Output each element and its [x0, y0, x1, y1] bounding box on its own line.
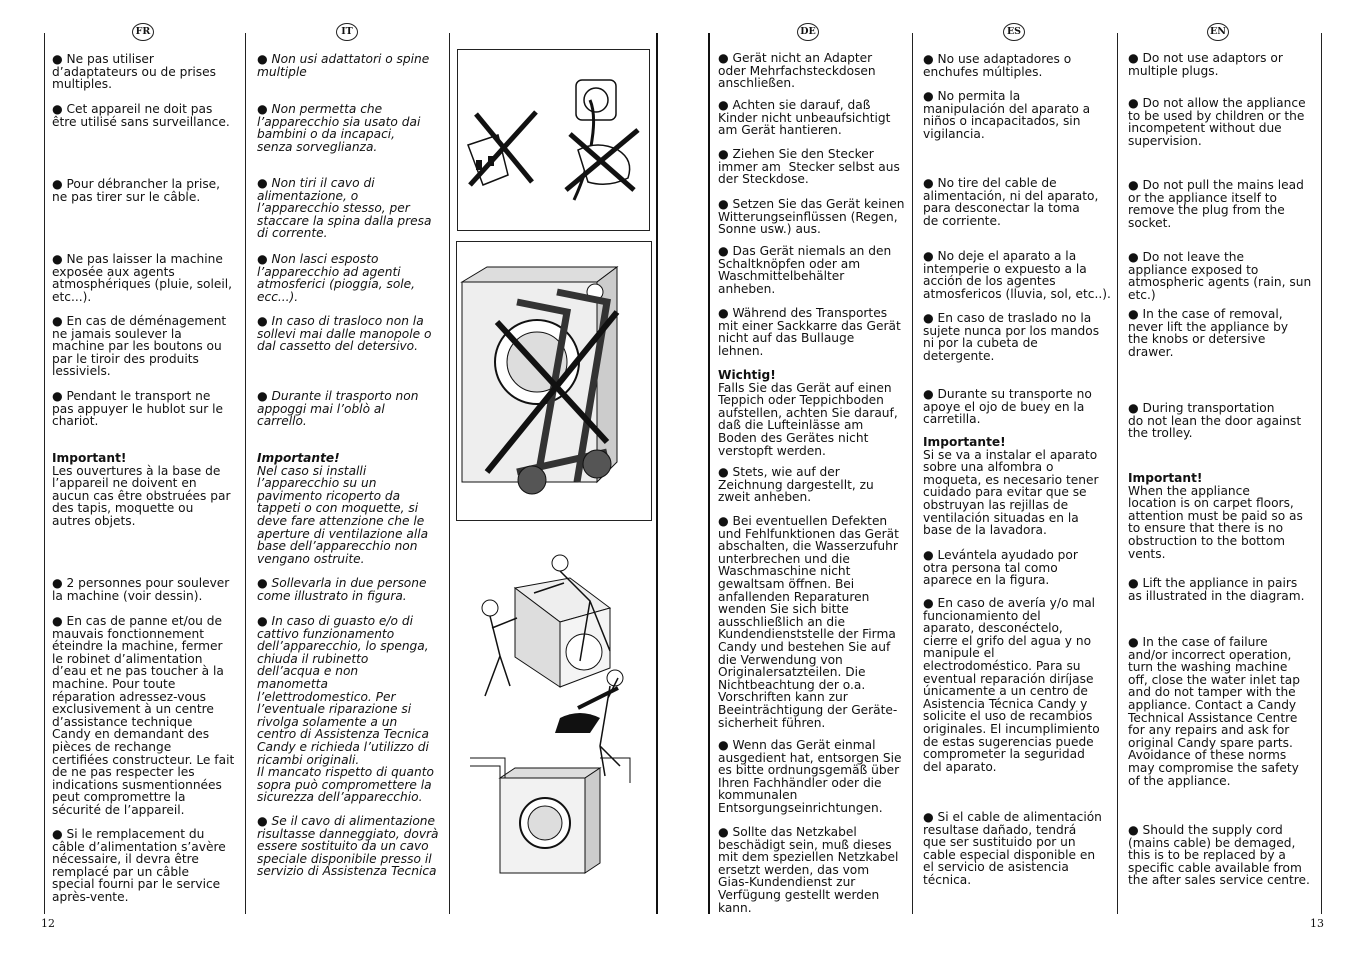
safety-instruction — [52, 178, 242, 203]
instruction-text: ● In the case of failure and/or incorrect operation, turn the washing machine off, close the water inlet tap and do not tamper with the appliance. Contact a Candy Technical Assistance Centre for any repairs and ask for original Candy spare parts. Avoidance of these norms may compromise the safety of the appliance. — [1128, 635, 1300, 788]
instruction-text: ● No tire del cable de alimentación, ni del aparato, para desconectar la toma de corriente. — [923, 176, 1099, 228]
instruction-text: ● Durante su transporte no apoye el ojo de buey en la carretilla. — [923, 387, 1092, 427]
safety-instruction — [718, 826, 910, 914]
safety-instruction — [923, 388, 1115, 426]
safety-instruction — [257, 615, 445, 804]
safety-instruction — [257, 577, 445, 602]
column-divider — [1117, 33, 1118, 914]
column-divider — [1321, 33, 1322, 914]
safety-instruction — [52, 315, 242, 378]
safety-instruction — [923, 250, 1115, 300]
instruction-text: Nel caso si installi l’apparecchio su un pavimento ricoperto da tappeti o con moquette, si deve fare attenzione che le aperture di ventilazione alla base dell’apparecchio non vengano ostruite. — [257, 463, 429, 566]
safety-instruction — [923, 811, 1115, 887]
instruction-text: Falls Sie das Gerät auf einen Teppich oder Teppichboden aufstellen, achten Sie darauf, daß die Lufteinlässe am Boden des Gerätes nicht verstopft werden. — [718, 380, 898, 458]
flag-en: EN — [1207, 23, 1229, 41]
column-divider — [245, 33, 246, 914]
safety-instruction — [1128, 824, 1318, 887]
important-note — [52, 452, 242, 528]
safety-instruction — [718, 739, 910, 815]
instruction-text: ● Lift the appliance in pairs as illustrated in the diagram. — [1128, 576, 1305, 603]
column-divider — [912, 33, 913, 914]
instruction-text: ● Ziehen Sie den Stecker immer am Stecker selbst aus der Steckdose. — [718, 147, 900, 187]
page-divider — [656, 33, 658, 914]
safety-instruction — [52, 103, 242, 128]
instruction-text: Si se va a instalar el aparato sobre una alfombra o moqueta, es necesario tener cuidado para evitar que se obstruyan las rejillas de ventilación situadas en la base de la lavadora. — [923, 447, 1099, 538]
safety-instruction — [257, 315, 445, 353]
instruction-text: ● Ne pas utiliser d’adaptateurs ou de prises multiples. — [52, 52, 216, 92]
instruction-text: ● En caso de avería y/o mal funcionamiento del aparato, desconéctelo, cierre el grifo del agua y no manipule el electrodoméstico. Para su eventual reparación diríjase únicamente a un centro de Asistencia Técnica Candy y solicite el uso de recambios originales. El incumplimiento de estas sugerencias puede comprometer la seguridad del aparato. — [923, 596, 1100, 774]
instruction-text: ● Achten sie darauf, daß Kinder nicht unbeaufsichtigt am Gerät hantieren. — [718, 98, 891, 138]
instruction-text: ● In caso di guasto e/o di cattivo funzionamento dell’apparecchio, lo spenga, chiuda il rubinetto dell’acqua e non manometta l’elettrodomestico. Per l’eventuale riparazione si rivolga solamente a un centro di Assistenza Tecnica Candy e richieda l’utilizzo di ricambi originali. Il mancato rispetto di quanto sopra può compromettere la sicurezza dell’apparecchio. — [257, 614, 434, 805]
instruction-text: ● Si le remplacement du câble d’alimentation s’avère nécessaire, il devra être remplacé par un câble special fourni par le service après-vente. — [52, 827, 226, 904]
instruction-text: ● During transportation do not lean the door against the trolley. — [1128, 401, 1302, 441]
figure-plug-adapter — [457, 49, 650, 231]
instruction-text: ● Se il cavo di alimentazione risultasse danneggiato, dovrà essere sostituito da un cavo speciale disponibile presso il servizio di Assistenza Tecnica — [257, 814, 439, 879]
figure-trolley-transport — [456, 241, 652, 521]
column-divider — [44, 33, 45, 914]
page-number-right: 13 — [1310, 917, 1324, 930]
instruction-text: ● Ne pas laisser la machine exposée aux agents atmosphériques (pluie, soleil, etc...). — [52, 252, 233, 304]
instruction-text: ● In the case of removal, never lift the appliance by the knobs or detersive drawer. — [1128, 307, 1289, 359]
instruction-text: ● Non tiri il cavo di alimentazione, o l’apparecchio stesso, per staccare la spina dalla presa di corrente. — [257, 176, 432, 241]
safety-instruction — [257, 103, 445, 153]
flag-de: DE — [797, 23, 819, 41]
instruction-text: ● Do not leave the appliance exposed to atmospheric agents (rain, sun etc.) — [1128, 250, 1312, 302]
safety-instruction — [923, 177, 1115, 227]
important-note — [718, 369, 910, 457]
instruction-text: ● Setzen Sie das Gerät keinen Witterungseinflüssen (Regen, Sonne usw.) aus. — [718, 197, 905, 237]
important-note — [257, 452, 445, 565]
trolley-illustration — [457, 242, 651, 520]
safety-instruction — [52, 253, 242, 303]
instruction-text: ● En cas de déménagement ne jamais soulever la machine par les boutons ou par le tiroir des produits lessiviels. — [52, 314, 227, 379]
instruction-text: ● Pour débrancher la prise, ne pas tirer sur le câble. — [52, 177, 221, 204]
column-divider — [449, 33, 450, 914]
safety-instruction — [718, 515, 910, 729]
instruction-text: ● Wenn das Gerät einmal ausgedient hat, entsorgen Sie es bitte ordnungsgemäß über Ihren Fachhändler oder die kommunalen Entsorgungseinrichtungen. — [718, 738, 902, 815]
safety-instruction — [1128, 179, 1318, 229]
safety-instruction — [52, 390, 242, 428]
instruction-text: ● No permita la manipulación del aparato a niños o incapacitados, sin vigilancia. — [923, 89, 1091, 141]
instruction-text: ● Pendant le transport ne pas appuyer le hublot sur le chariot. — [52, 389, 223, 429]
instruction-text: ● Non usi adattatori o spine multiple — [257, 52, 430, 79]
safety-instruction — [923, 312, 1115, 362]
lifting-illustration — [460, 548, 650, 878]
safety-instruction — [257, 177, 445, 240]
safety-instruction — [1128, 636, 1318, 787]
instruction-text: ● No deje el aparato a la intemperie o expuesto a la acción de los agentes atmosfericos (lluvia, sol, etc..). — [923, 249, 1111, 301]
instruction-text: ● Sollte das Netzkabel beschädigt sein, muß dieses mit dem speziellen Netzkabel ersetzt werden, das vom Gias-Kundendienst zur Verfügung gestellt werden kann. — [718, 825, 899, 915]
instruction-text: ● Non lasci esposto l’apparecchio ad agenti atmosferici (pioggia, sole, ecc...). — [257, 252, 416, 304]
instruction-text: ● Während des Transportes mit einer Sackkarre das Gerät nicht auf das Bullauge lehnen. — [718, 306, 901, 358]
safety-instruction — [923, 549, 1115, 587]
instruction-text: ● Stets, wie auf der Zeichnung dargestellt, zu zweit anheben. — [718, 465, 874, 505]
safety-instruction — [1128, 97, 1318, 147]
figure-lifting-and-service — [460, 548, 650, 878]
important-heading: Wichtig! — [718, 368, 776, 382]
instruction-text: ● Do not use adaptors or multiple plugs. — [1128, 51, 1283, 78]
plug-illustration — [458, 50, 649, 230]
page-divider — [708, 33, 710, 914]
safety-instruction — [1128, 52, 1318, 77]
instruction-text: ● Durante il trasporto non appoggi mai l’oblò al carrello. — [257, 389, 419, 429]
safety-instruction — [257, 53, 445, 78]
safety-instruction — [923, 53, 1115, 78]
safety-instruction — [718, 52, 910, 90]
safety-instruction — [52, 828, 242, 904]
flag-es: ES — [1003, 23, 1025, 41]
safety-instruction — [1128, 308, 1318, 358]
instruction-text: ● Should the supply cord (mains cable) be demaged, this is to be replaced by a specific cable available from the after sales service centre. — [1128, 823, 1310, 888]
safety-instruction — [923, 90, 1115, 140]
instruction-text: ● 2 personnes pour soulever la machine (voir dessin). — [52, 576, 230, 603]
instruction-text: ● En cas de panne et/ou de mauvais fonctionnement éteindre la machine, fermer le robinet d’alimentation d’eau et ne pas toucher à la machine. Pour toute réparation adressez-vous exclusivement à un centre d’assistance technique Candy en demandant des pièces de rechange certifiées constructeur. Le fait de ne pas respecter les indications susmentionnées peut compromettre la sécurité de l’appareil. — [52, 614, 235, 817]
instruction-text: When the appliance location is on carpet floors, attention must be paid so as to ensure that there is no obstruction to the bottom vents. — [1128, 483, 1303, 561]
safety-instruction — [1128, 402, 1318, 440]
important-note — [1128, 472, 1318, 560]
instruction-text: ● Non permetta che l’apparecchio sia usato dai bambini o da incapaci, senza sorveglianza. — [257, 102, 421, 154]
instruction-text: ● Levántela ayudado por otra persona tal como aparece en la figura. — [923, 548, 1078, 588]
important-heading: Importante! — [923, 435, 1006, 449]
instruction-text: ● Cet appareil ne doit pas être utilisé sans surveillance. — [52, 102, 230, 129]
important-heading: Important! — [52, 451, 127, 465]
instruction-text: ● In caso di trasloco non la sollevi mai dalle manopole o dal cassetto del detersivo. — [257, 314, 432, 354]
important-note — [923, 436, 1115, 537]
instruction-text: ● En caso de traslado no la sujete nunca por los mandos ni por la cubeta de detergente. — [923, 311, 1100, 363]
instruction-text: ● No use adaptadores o enchufes múltiples. — [923, 52, 1072, 79]
safety-instruction — [718, 148, 910, 186]
safety-instruction — [718, 245, 910, 295]
instruction-text: ● Das Gerät niemals an den Schaltknöpfen oder am Waschmittelbehälter anheben. — [718, 244, 892, 296]
safety-instruction — [52, 53, 242, 91]
instruction-text: ● Sollevarla in due persone come illustrato in figura. — [257, 576, 427, 603]
safety-instruction — [257, 815, 445, 878]
safety-instruction — [52, 577, 242, 602]
instruction-text: ● Si el cable de alimentación resultase dañado, tendrá que ser sustituido por un cable especial disponible en el servicio de asistencia técnica. — [923, 810, 1102, 887]
safety-instruction — [1128, 577, 1318, 602]
safety-instruction — [257, 390, 445, 428]
instruction-text: ● Gerät nicht an Adapter oder Mehrfachsteckdosen anschließen. — [718, 51, 876, 91]
important-heading: Important! — [1128, 471, 1203, 485]
instruction-text: ● Bei eventuellen Defekten und Fehlfunktionen das Gerät abschalten, die Wasserzufuhr unterbrechen und die Waschmaschine nicht gewaltsam öffnen. Bei anfallenden Reparaturen wenden Sie sich bitte ausschließlich an die Kundendienststelle der Firma Candy und bestehen Sie auf die Verwendung von Originalersatzteilen. Die Nichtbeachtung der o.a. Vorschriften kann zur Beeinträchtigung der Geräte- sicherheit führen. — [718, 514, 899, 730]
safety-instruction — [257, 253, 445, 303]
safety-instruction — [1128, 251, 1318, 301]
page-number-left: 12 — [41, 917, 55, 930]
flag-fr: FR — [132, 23, 154, 41]
safety-instruction — [718, 99, 910, 137]
safety-instruction — [923, 597, 1115, 773]
instruction-text: Les ouvertures à la base de l’appareil ne doivent en aucun cas être obstruées par des tapis, moquette ou autres objets. — [52, 463, 231, 528]
flag-it: IT — [336, 23, 358, 41]
safety-instruction — [718, 307, 910, 357]
instruction-text: ● Do not allow the appliance to be used by children or the incompetent without due supervision. — [1128, 96, 1306, 148]
safety-instruction — [52, 615, 242, 817]
safety-instruction — [718, 466, 910, 504]
important-heading: Importante! — [257, 451, 340, 465]
instruction-text: ● Do not pull the mains lead or the appliance itself to remove the plug from the socket. — [1128, 178, 1304, 230]
safety-instruction — [718, 198, 910, 236]
